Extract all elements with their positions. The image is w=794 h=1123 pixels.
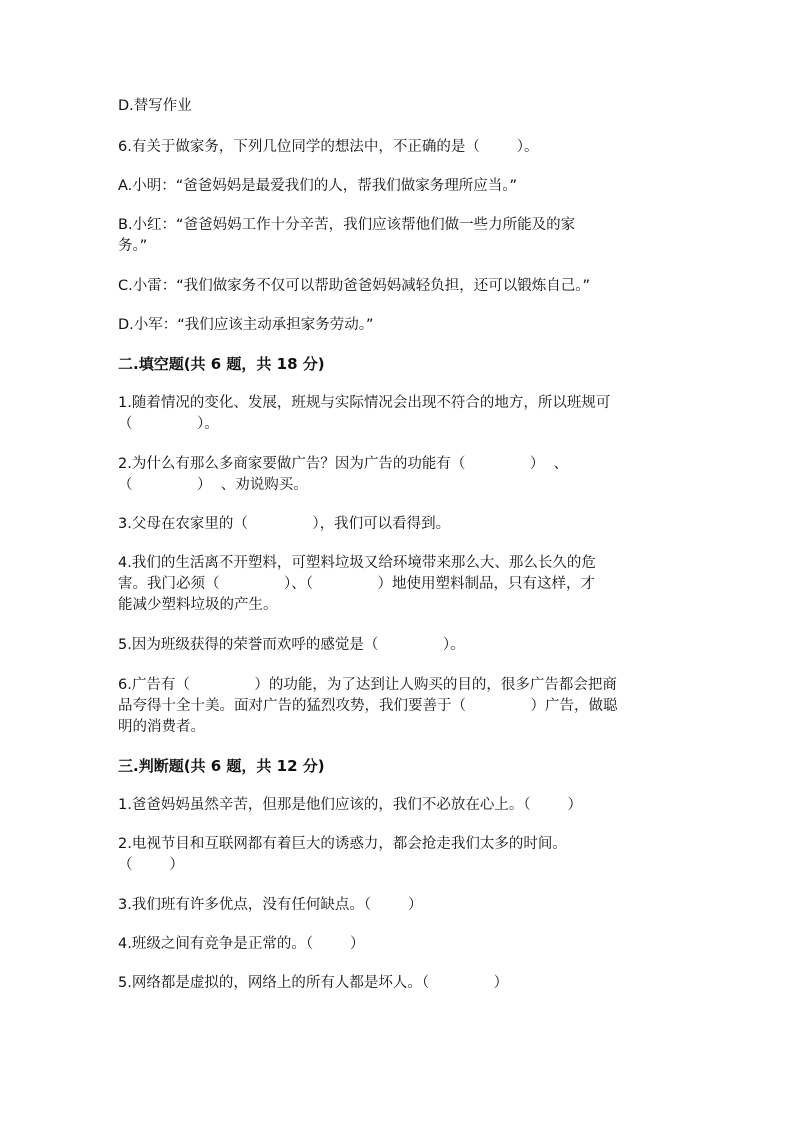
fill-question-4-cont2: 能减少塑料垃圾的产生。 (118, 597, 278, 613)
section-heading-judgement: 三.判断题(共 6 题，共 12 分) (118, 757, 325, 775)
fill-question-1-cont: （ ）。 (118, 416, 219, 432)
judge-question-2: 2.电视节目和互联网都有着巨大的诱惑力，都会抢走我们太多的时间。 (118, 836, 567, 852)
fill-question-2: 2.为什么有那么多商家要做广告？因为广告的功能有（ ） 、 (118, 456, 569, 472)
section-heading-fill-in: 二.填空题(共 6 题，共 18 分) (118, 355, 325, 373)
fill-question-4: 4.我们的生活离不开塑料，可塑料垃圾又给环境带来那么大、那么长久的危 (118, 555, 596, 571)
judge-question-4: 4.班级之间有竞争是正常的。（ ） (118, 936, 365, 952)
fill-question-6-cont2: 明的消费者。 (118, 719, 205, 735)
option-c-text: C.小雷：“我们做家务不仅可以帮助爸爸妈妈减轻负担，还可以锻炼自己。” (118, 278, 591, 294)
fill-question-3: 3.父母在农家里的（ ），我们可以看得到。 (118, 516, 451, 532)
option-b-text: B.小红：“爸爸妈妈工作十分辛苦，我们应该帮他们做一些力所能及的家 (118, 217, 576, 233)
fill-question-5: 5.因为班级获得的荣誉而欢呼的感觉是（ ）。 (118, 637, 465, 653)
fill-question-1: 1.随着情况的变化、发展，班规与实际情况会出现不符合的地方，所以班规可 (118, 395, 611, 411)
option-d-text: D.替写作业 (118, 98, 192, 114)
judge-question-5: 5.网络都是虚拟的，网络上的所有人都是坏人。（ ） (118, 975, 509, 991)
fill-question-6-cont: 品夸得十全十美。面对广告的猛烈攻势，我们要善于（ ）广告，做聪 (118, 698, 618, 714)
judge-question-1: 1.爸爸妈妈虽然辛苦，但那是他们应该的，我们不必放在心上。（ ） (118, 797, 582, 813)
fill-question-2-cont: （ ） 、劝说购买。 (118, 477, 308, 493)
option-a-text: A.小明：“爸爸妈妈是最爱我们的人，帮我们做家务理所应当。” (118, 178, 518, 194)
fill-question-6: 6.广告有（ ）的功能，为了达到让人购买的目的，很多广告都会把商 (118, 677, 617, 693)
question-6-text: 6.有关于做家务，下列几位同学的想法中，不正确的是（ ）。 (118, 139, 539, 155)
option-b-text-cont: 务。” (118, 238, 148, 254)
fill-question-4-cont: 害。我门必须（ ）、（ ）地使用塑料制品，只有这样，才 (118, 576, 596, 592)
option-d-text-2: D.小军：“我们应该主动承担家务劳动。” (118, 317, 374, 333)
judge-question-3: 3.我们班有许多优点，没有任何缺点。（ ） (118, 897, 423, 913)
judge-question-2-cont: （ ） (118, 857, 184, 873)
